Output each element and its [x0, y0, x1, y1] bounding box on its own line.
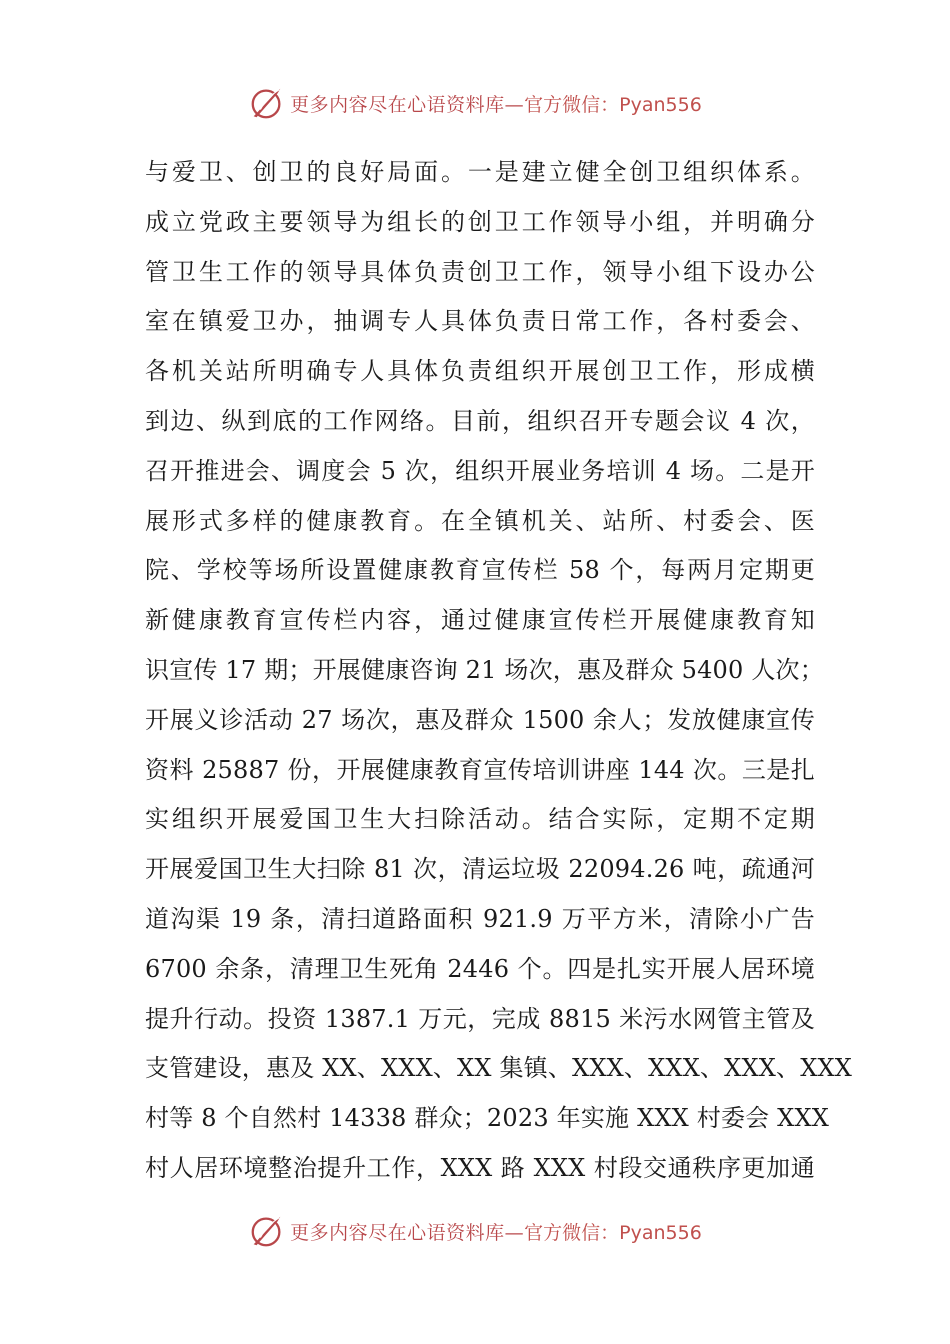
header-wechat-text: 官方微信：Pyan556: [524, 93, 702, 116]
body-line: 村人居环境整治提升工作，XXX 路 XXX 村段交通秩序更加通: [145, 1153, 815, 1182]
quill-logo-icon: [248, 1212, 286, 1250]
footer-brand-text: 更多内容尽在心语资料库—: [290, 1221, 525, 1244]
body-line: 开展爱国卫生大扫除 81 次，清运垃圾 22094.26 吨，疏通河: [145, 855, 815, 884]
body-line: 管卫生工作的领导具体负责创卫工作，领导小组下设办公: [145, 257, 815, 286]
body-line: 6700 余条，清理卫生死角 2446 个。四是扎实开展人居环境: [145, 954, 815, 983]
body-line: 召开推进会、调度会 5 次，组织开展业务培训 4 场。二是开: [145, 456, 815, 485]
body-line: 院、学校等场所设置健康教育宣传栏 58 个，每两月定期更: [145, 556, 815, 585]
footer-banner: [0, 1211, 950, 1251]
document-body: [145, 148, 853, 1194]
body-line: 成立党政主要领导为组长的创卫工作领导小组，并明确分: [145, 207, 815, 236]
body-line: 村等 8 个自然村 14338 群众；2023 年实施 XXX 村委会 XXX: [145, 1104, 830, 1133]
header-banner: [0, 83, 950, 123]
body-line: 识宣传 17 期；开展健康咨询 21 场次，惠及群众 5400 人次；: [145, 655, 824, 684]
body-line: 与爱卫、创卫的良好局面。一是建立健全创卫组织体系。: [145, 158, 815, 186]
body-line: 到边、纵到底的工作网络。目前，组织召开专题会议 4 次，: [145, 406, 815, 435]
body-line: 展形式多样的健康教育。在全镇机关、站所、村委会、医: [145, 506, 815, 535]
body-line: 各机关站所明确专人具体负责组织开展创卫工作，形成横: [145, 357, 815, 386]
body-line: 资料 25887 份，开展健康教育宣传培训讲座 144 次。三是扎: [145, 755, 815, 784]
body-line: 开展义诊活动 27 场次，惠及群众 1500 余人；发放健康宣传: [145, 705, 815, 734]
quill-logo-icon: [248, 84, 286, 122]
body-line: 道沟渠 19 条，清扫道路面积 921.9 万平方米，清除小广告: [145, 904, 815, 933]
footer-wechat-text: 官方微信：Pyan556: [524, 1221, 702, 1244]
body-line: 新健康教育宣传栏内容，通过健康宣传栏开展健康教育知: [145, 606, 815, 635]
header-brand-text: 更多内容尽在心语资料库—: [290, 93, 525, 116]
body-line: 实组织开展爱国卫生大扫除活动。结合实际，定期不定期: [145, 805, 815, 834]
body-line: 支管建设，惠及 XX、XXX、XX 集镇、XXX、XXX、XXX、XXX: [145, 1054, 853, 1083]
body-line: 室在镇爱卫办，抽调专人具体负责日常工作，各村委会、: [145, 307, 815, 336]
body-line: 提升行动。投资 1387.1 万元，完成 8815 米污水网管主管及: [145, 1004, 815, 1033]
